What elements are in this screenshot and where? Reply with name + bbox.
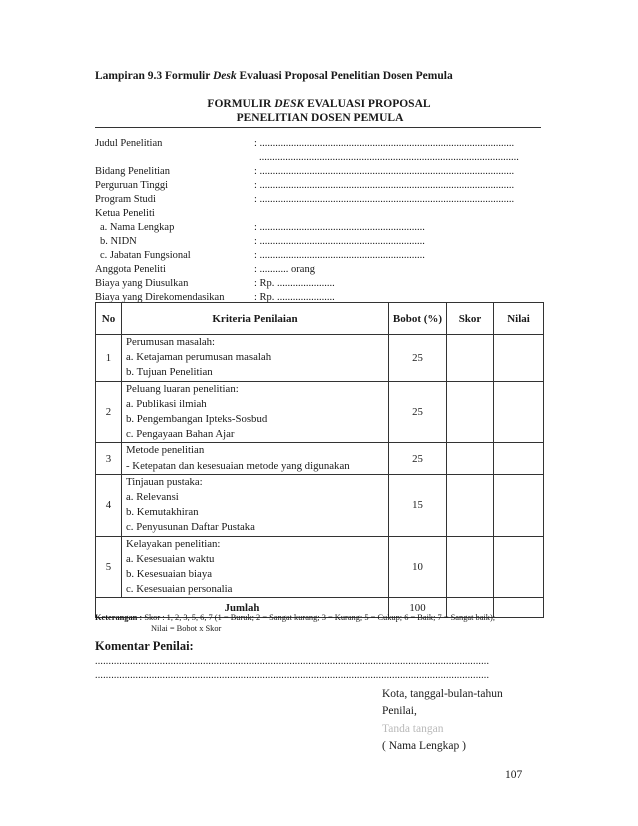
form-title-italic: DESK	[274, 98, 305, 110]
biaya-field[interactable]: : Rp. ......................	[254, 278, 335, 289]
row-bobot: 25	[389, 381, 447, 443]
kriteria-line: b. Pengembangan Ipteks-Sosbud	[126, 413, 268, 426]
kriteria-line: Kelayakan penelitian:	[126, 537, 221, 550]
row-nilai-cell[interactable]	[494, 474, 544, 536]
judul-field-line2[interactable]: ...................................................................................................	[259, 152, 519, 163]
table-row	[96, 381, 544, 443]
row-kriteria	[122, 474, 389, 536]
header-nilai: Nilai	[494, 303, 544, 335]
kriteria-line: a. Kesesuaian waktu	[126, 552, 215, 565]
nidn-field[interactable]: : ...............................................................	[254, 236, 425, 247]
row-bobot: 25	[389, 443, 447, 474]
header-kriteria: Kriteria Penilaian	[122, 303, 389, 335]
total-label: Jumlah	[96, 598, 389, 618]
keterangan-note	[95, 612, 495, 624]
anggota-label: Anggota Peneliti	[95, 264, 166, 275]
signature-role: Penilai,	[382, 705, 417, 717]
prodi-field[interactable]: : .................................................................................................	[254, 194, 515, 205]
nama-field[interactable]: : ...............................................................	[254, 222, 425, 233]
biaya-rek-field[interactable]: : Rp. ......................	[254, 292, 335, 303]
anggota-field[interactable]: : ........... orang	[254, 264, 315, 275]
prodi-label: Program Studi	[95, 194, 156, 205]
kriteria-line: c. Penyusunan Daftar Pustaka	[126, 521, 255, 534]
heading-text-end: Evaluasi Proposal Penelitian Dosen Pemula	[236, 70, 453, 82]
form-title-text-end: EVALUASI PROPOSAL	[304, 98, 431, 110]
total-bobot: 100	[389, 598, 447, 618]
kriteria-line: b. Kesesuaian biaya	[126, 568, 213, 581]
header-no: No	[96, 303, 122, 335]
page-number: 107	[505, 769, 523, 781]
kriteria-line: a. Publikasi ilmiah	[126, 397, 207, 410]
keterangan-label: Keterangan :	[95, 613, 143, 622]
heading-italic: Desk	[212, 70, 237, 82]
criteria-table	[95, 302, 544, 618]
kriteria-line: Perumusan masalah:	[126, 336, 216, 348]
row-skor-cell[interactable]	[447, 381, 494, 443]
row-skor-cell[interactable]	[447, 443, 494, 474]
row-nilai-cell[interactable]	[494, 443, 544, 474]
bidang-field[interactable]: : .................................................................................................	[254, 166, 515, 177]
ketua-label: Ketua Peneliti	[95, 208, 155, 219]
kriteria-line: Peluang luaran penelitian:	[126, 382, 239, 395]
signature-city-date: Kota, tanggal-bulan-tahun	[382, 688, 503, 700]
kriteria-line: a. Ketajaman perumusan masalah	[126, 351, 272, 364]
row-no: 2	[96, 381, 122, 443]
row-no: 1	[96, 335, 122, 382]
row-kriteria	[122, 335, 389, 382]
row-no: 5	[96, 536, 122, 598]
signature-placeholder[interactable]: Tanda tangan	[382, 723, 444, 735]
row-kriteria	[122, 381, 389, 443]
row-skor-cell[interactable]	[447, 474, 494, 536]
row-nilai-cell[interactable]	[494, 381, 544, 443]
table-row	[96, 536, 544, 598]
jabatan-field[interactable]: : ...............................................................	[254, 250, 425, 261]
kriteria-line: b. Tujuan Penelitian	[126, 366, 213, 379]
table-row	[96, 443, 544, 474]
header-skor: Skor	[447, 303, 494, 335]
keterangan-line2: Nilai = Bobot x Skor	[151, 624, 222, 633]
nidn-label: b. NIDN	[100, 236, 137, 247]
judul-field[interactable]: : .................................................................................................	[254, 138, 515, 149]
page-heading	[95, 70, 453, 82]
komentar-title: Komentar Penilai:	[95, 639, 194, 653]
jabatan-label: c. Jabatan Fungsional	[100, 250, 191, 261]
nama-label: a. Nama Lengkap	[100, 222, 175, 233]
total-nilai-cell[interactable]	[494, 598, 544, 618]
form-title-text: FORMULIR	[207, 98, 275, 110]
row-no: 3	[96, 443, 122, 474]
signature-name: ( Nama Lengkap )	[382, 740, 466, 752]
heading-text: Lampiran 9.3 Formulir	[95, 70, 213, 82]
row-bobot: 25	[389, 335, 447, 382]
table-row	[96, 474, 544, 536]
biaya-label: Biaya yang Diusulkan	[95, 278, 189, 289]
kriteria-line: Metode penelitian	[126, 444, 205, 457]
row-skor-cell[interactable]	[447, 335, 494, 382]
judul-label: Judul Penelitian	[95, 138, 163, 149]
kriteria-line: a. Relevansi	[126, 491, 179, 504]
form-title-line2: PENELITIAN DOSEN PEMULA	[236, 112, 404, 124]
bidang-label: Bidang Penelitian	[95, 166, 170, 177]
komentar-line2[interactable]: ..................................................................................................................................................	[95, 670, 490, 681]
row-nilai-cell[interactable]	[494, 335, 544, 382]
biaya-rek-label: Biaya yang Direkomendasikan	[95, 292, 225, 303]
row-kriteria	[122, 443, 389, 474]
row-no: 4	[96, 474, 122, 536]
table-row	[96, 335, 544, 382]
kriteria-line: c. Pengayaan Bahan Ajar	[126, 428, 235, 441]
keterangan-line1: Skor : 1, 2, 3, 5, 6, 7 (1 = Buruk; 2 = Sangat kurang; 3 = Kurang; 5 = Cukup; 6 = Baik; 7 = Sangat baik);	[144, 613, 496, 622]
form-title-line1	[0, 98, 638, 110]
pt-field[interactable]: : .................................................................................................	[254, 180, 515, 191]
row-kriteria	[122, 536, 389, 598]
row-skor-cell[interactable]	[447, 536, 494, 598]
row-bobot: 15	[389, 474, 447, 536]
kriteria-line: c. Kesesuaian personalia	[126, 583, 233, 596]
kriteria-line: - Ketepatan dan kesesuaian metode yang digunakan	[126, 459, 350, 472]
kriteria-line: b. Kemutakhiran	[126, 506, 199, 519]
title-divider	[95, 127, 541, 128]
table-header-row	[96, 303, 544, 335]
pt-label: Perguruan Tinggi	[95, 180, 169, 191]
row-bobot: 10	[389, 536, 447, 598]
row-nilai-cell[interactable]	[494, 536, 544, 598]
komentar-line1[interactable]: ..................................................................................................................................................	[95, 656, 490, 667]
kriteria-line: Tinjauan pustaka:	[126, 475, 203, 488]
header-bobot: Bobot (%)	[389, 303, 447, 335]
